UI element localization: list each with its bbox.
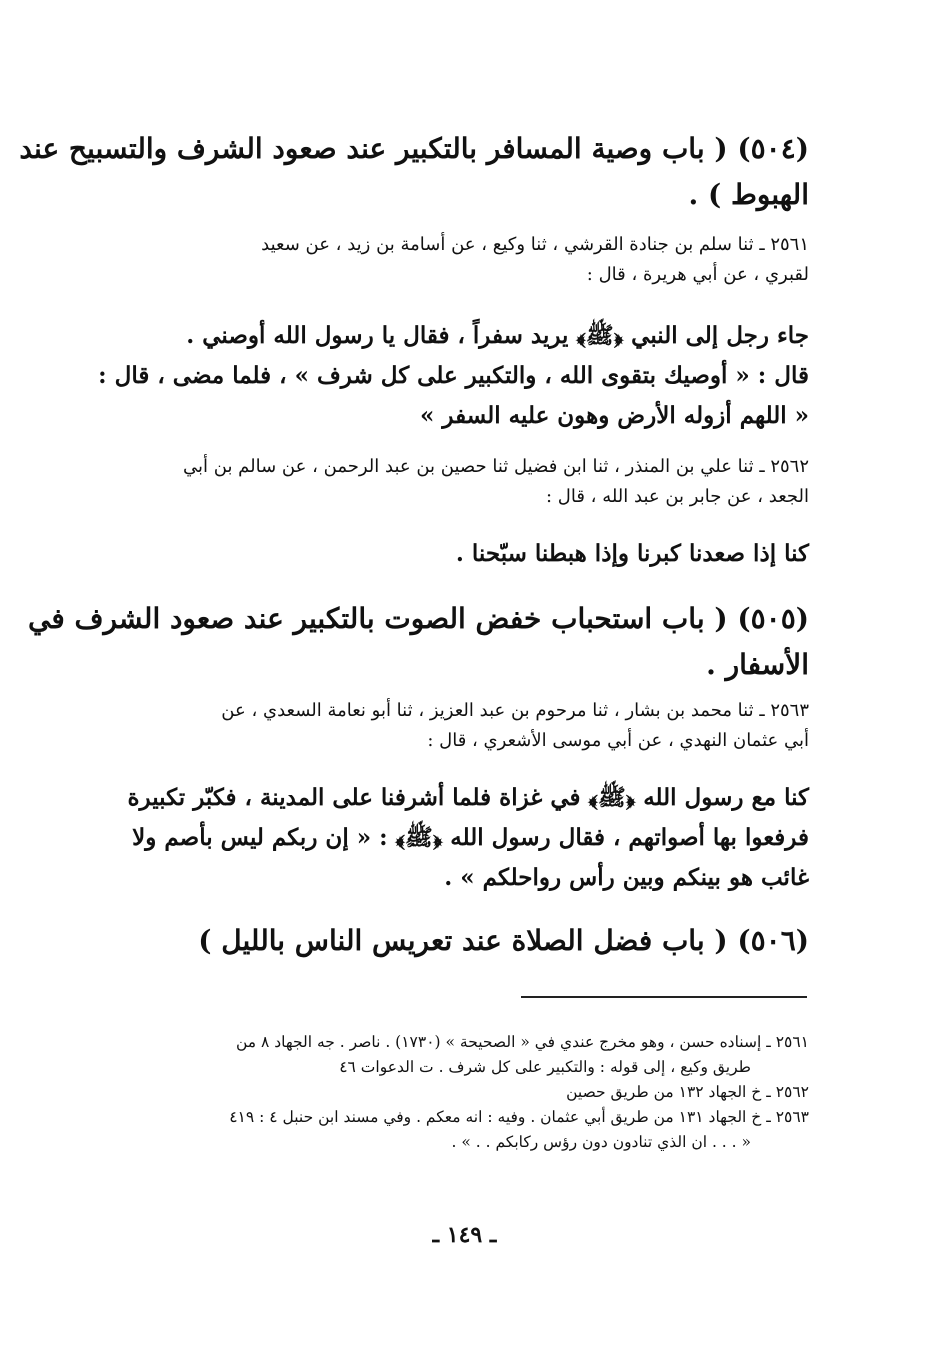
- text-line: فرفعوا بها أصواتهم ، فقال رسول الله ﴿ﷺ﴾ : « إن ربكم ليس بأصم ولا: [132, 824, 809, 851]
- hadith-chain-2563: [114, 696, 809, 756]
- chain-line: ٢٥٦٢ ـ ثنا علي بن المنذر ، ثنا ابن فضيل ثنا حصين بن عبد الرحمن ، عن سالم بن أبي: [183, 456, 809, 477]
- footnote-2563-continued: « . . . ان الذي تنادون دون رؤس ركابكم . . » .: [451, 1133, 751, 1151]
- chain-line: ٢٥٦٣ ـ ثنا محمد بن بشار ، ثنا مرحوم بن عبد العزيز ، ثنا أبو نعامة السعدي ، عن: [221, 700, 809, 721]
- hadith-text-2563: [114, 778, 809, 898]
- heading-line: الهبوط ) .: [688, 178, 809, 211]
- chain-line: لقبري ، عن أبي هريرة ، قال :: [586, 264, 809, 285]
- hadith-text-2561: [98, 316, 809, 436]
- text-line: كنا مع رسول الله ﴿ﷺ﴾ في غزاة فلما أشرفنا على المدينة ، فكبّر تكبيرة: [127, 784, 809, 811]
- section-heading-505: [27, 596, 809, 688]
- page-number: ـ ١٤٩ ـ: [432, 1222, 497, 1248]
- heading-line: الأسفار .: [706, 648, 809, 681]
- hadith-chain-2562: [114, 452, 809, 512]
- footnote-2562: ٢٥٦٢ ـ خ الجهاد ١٣٢ من طريق حصين: [566, 1083, 809, 1101]
- footnote-divider: [521, 996, 807, 998]
- hadith-text-2562: [114, 534, 809, 574]
- text-line: « اللهم أزوله الأرض وهون عليه السفر »: [420, 402, 809, 429]
- footnote-2563: ٢٥٦٣ ـ خ الجهاد ١٣١ من طريق أبي عثمان . وفيه : انه معكم . وفي مسند ابن حنبل ٤ : ٤١٩: [229, 1108, 809, 1126]
- footnote-2561-continued: طريق وكيع ، إلى قوله : والتكبير على كل شرف . ت الدعوات ٤٦: [339, 1058, 751, 1076]
- chain-line: ٢٥٦١ ـ ثنا سلم بن جنادة القرشي ، ثنا وكيع ، عن أسامة بن زيد ، عن سعيد: [261, 234, 809, 255]
- heading-line: (٥٠٥) ( باب استحباب خفض الصوت بالتكبير عند صعود الشرف في: [27, 602, 809, 635]
- hadith-chain-2561: [114, 230, 809, 290]
- chain-line: الجعد ، عن جابر بن عبد الله ، قال :: [545, 486, 809, 507]
- section-heading-506: [114, 918, 809, 964]
- footnote-2561: ٢٥٦١ ـ إسناده حسن ، وهو مخرج عندي في « الصحيحة » (١٧٣٠) . ناصر . جه الجهاد ٨ من: [235, 1033, 809, 1051]
- footnotes: [114, 1030, 809, 1155]
- chain-line: أبي عثمان النهدي ، عن أبي موسى الأشعري ، قال :: [427, 730, 809, 751]
- text-line: جاء رجل إلى النبي ﴿ﷺ﴾ يريد سفراً ، فقال يا رسول الله أوصني .: [186, 322, 809, 349]
- text-line: غائب هو بينكم وبين رأس رواحلكم » .: [444, 864, 809, 891]
- text-line: كنا إذا صعدنا كبرنا وإذا هبطنا سبّحنا .: [455, 540, 809, 567]
- section-heading-504: [19, 126, 809, 218]
- text-line: قال : « أوصيك بتقوى الله ، والتكبير على كل شرف » ، فلما مضى ، قال :: [98, 362, 809, 389]
- heading-line: (٥٠٤) ( باب وصية المسافر بالتكبير عند صعود الشرف والتسبيح عند: [19, 132, 809, 165]
- heading-line: (٥٠٦) ( باب فضل الصلاة عند تعريس الناس بالليل ): [198, 924, 809, 957]
